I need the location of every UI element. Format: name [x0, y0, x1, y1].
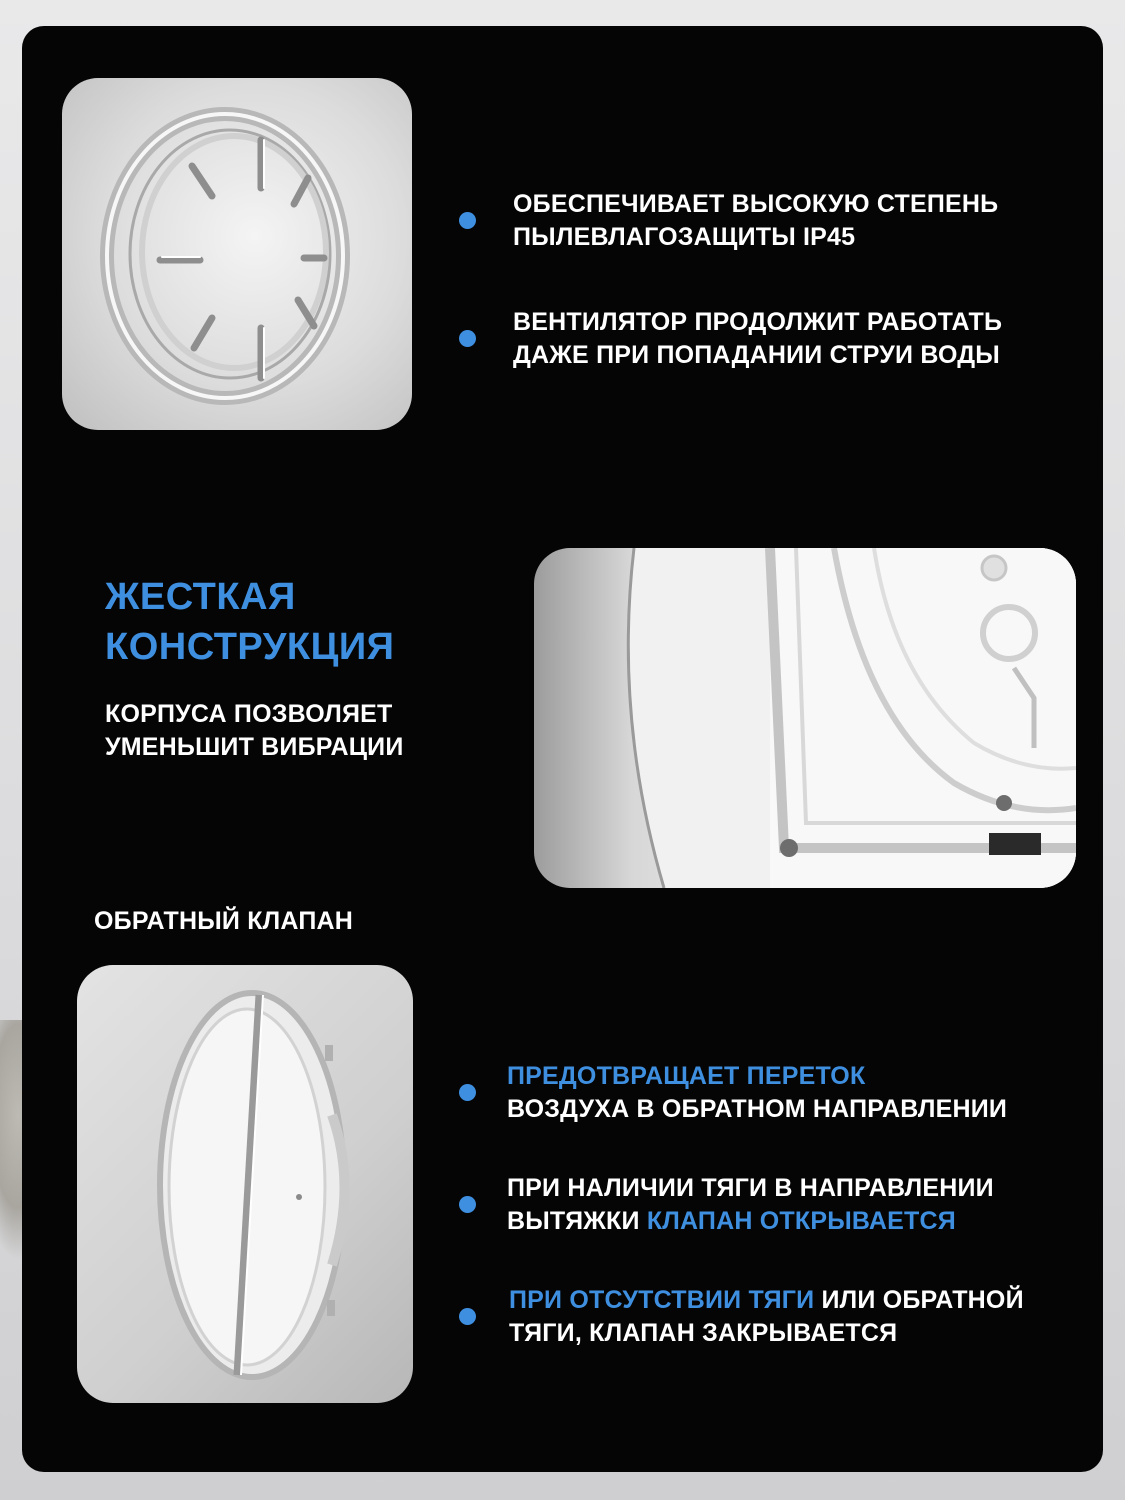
feature-text: ПРИ НАЛИЧИИ ТЯГИ В НАПРАВЛЕНИИ ВЫТЯЖКИ КЛАПАН ОТКРЫВАЕТСЯ: [507, 1174, 994, 1235]
bullet-dot: [459, 330, 476, 347]
feature-text: ВЕНТИЛЯТОР ПРОДОЛЖИТ РАБОТАТЬ ДАЖЕ ПРИ ПОПАДАНИИ СТРУИ ВОДЫ: [513, 308, 1003, 369]
section-description: КОРПУСА ПОЗВОЛЯЕТ УМЕНЬШИТ ВИБРАЦИИ: [105, 700, 404, 761]
fan-housing-image: [534, 548, 1076, 888]
feature-text: ПРЕДОТВРАЩАЕТ ПЕРЕТОК ВОЗДУХА В ОБРАТНОМ НАПРАВЛЕНИИ: [507, 1062, 1008, 1123]
section-heading: ЖЕСТКАЯ КОНСТРУКЦИЯ: [105, 576, 395, 668]
bullet-dot: [459, 212, 476, 229]
bullet-dot: [459, 1084, 476, 1101]
bullet-dot: [459, 1308, 476, 1325]
check-valve-image: [77, 965, 413, 1403]
feature-text: ПРИ ОТСУТСТВИИ ТЯГИ ИЛИ ОБРАТНОЙ ТЯГИ, КЛАПАН ЗАКРЫВАЕТСЯ: [509, 1286, 1024, 1347]
ring-seal-image: [62, 78, 412, 430]
section-title: ОБРАТНЫЙ КЛАПАН: [94, 907, 354, 935]
bullet-dot: [459, 1196, 476, 1213]
feature-text: ОБЕСПЕЧИВАЕТ ВЫСОКУЮ СТЕПЕНЬ ПЫЛЕВЛАГОЗАЩИТЫ IP45: [513, 190, 999, 251]
